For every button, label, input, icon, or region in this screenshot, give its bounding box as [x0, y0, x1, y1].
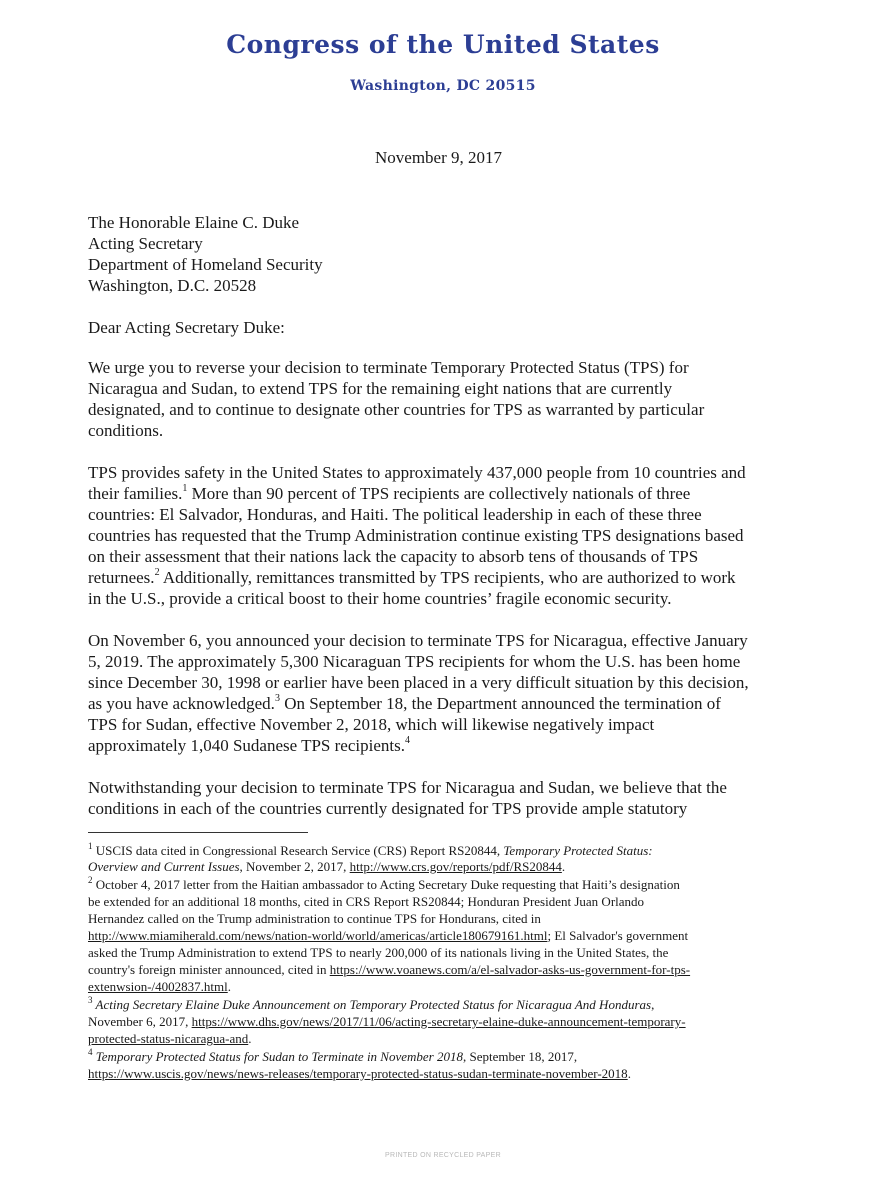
news-title: Temporary Protected Status for Sudan to Terminate in November 2018: [92, 1049, 463, 1064]
footnote-link[interactable]: https://www.uscis.gov/news/news-releases/temporary-protected-status-sudan-terminate-november-2018: [88, 1066, 628, 1081]
paragraph-3-line: 5, 2019. The approximately 5,300 Nicaraguan TPS recipients for whom the U.S. has been home: [88, 652, 741, 671]
text-fragment: ; El Salvador's government: [547, 928, 689, 943]
footnote-ref-2[interactable]: 2: [154, 567, 160, 579]
recipient-title: Acting Secretary: [88, 234, 203, 253]
paragraph-2-line: countries has requested that the Trump Administration continue existing TPS designations based: [88, 526, 744, 545]
footnote-2-line: Hernandez called on the Trump administration to continue TPS for Hondurans, cited in: [88, 911, 541, 926]
footnote-1-line: [88, 859, 565, 875]
footnote-ref-1[interactable]: 1: [182, 483, 188, 495]
footnote-1-line: [88, 840, 653, 859]
footnote-ref-3[interactable]: 3: [274, 693, 280, 705]
footnote-2-line: [88, 928, 688, 944]
footnote-link[interactable]: extenwsion-/4002837.html: [88, 979, 228, 994]
footnote-number: 3: [88, 994, 93, 1005]
footnote-3-line: [88, 1014, 686, 1030]
paragraph-3-line: [88, 736, 410, 756]
text-fragment: country's foreign minister announced, cited in: [88, 962, 330, 977]
paragraph-2-line: [88, 568, 736, 588]
footnote-link[interactable]: https://www.voanews.com/a/el-salvador-asks-us-government-for-tps-: [329, 962, 691, 977]
footnote-divider: [88, 832, 308, 833]
text-fragment: approximately 1,040 Sudanese TPS recipients.: [88, 736, 405, 755]
paragraph-4-line: Notwithstanding your decision to terminate TPS for Nicaragua and Sudan, we believe that the: [88, 778, 727, 797]
salutation: Dear Acting Secretary Duke:: [88, 318, 285, 337]
paragraph-1-line: designated, and to continue to designate other countries for TPS as warranted by particular: [88, 400, 705, 419]
paragraph-1-line: conditions.: [88, 421, 164, 440]
letterhead-address: Washington, DC 20515: [350, 78, 536, 94]
text-fragment: Additionally, remittances transmitted by TPS recipients, who are authorized to work: [159, 568, 736, 587]
paragraph-2-line: TPS provides safety in the United States to approximately 437,000 people from 10 countries and: [88, 463, 746, 482]
paragraph-3-line: On November 6, you announced your decision to terminate TPS for Nicaragua, effective January: [88, 631, 748, 650]
footnote-number: 2: [88, 874, 93, 885]
announcement-title: Acting Secretary Elaine Duke Announcement on Temporary Protected Status for Nicaragua And Honduras: [92, 997, 652, 1012]
text-fragment: , September 18, 2017,: [463, 1049, 578, 1064]
paragraph-2-line: countries: El Salvador, Honduras, and Haiti. The political leadership in each of these three: [88, 505, 702, 524]
paragraph-2-line: on their assessment that their nations lack the capacity to absorb tens of thousands of TPS: [88, 547, 699, 566]
text-fragment: as you have acknowledged.: [88, 694, 275, 713]
paragraph-2-line: [88, 484, 690, 504]
report-title: Overview and Current Issues: [88, 859, 240, 874]
text-fragment: October 4, 2017 letter from the Haitian ambassador to Acting Secretary Duke requesting that Haiti’s designation: [92, 877, 680, 892]
text-fragment: returnees.: [88, 568, 155, 587]
paragraph-3-line: [88, 694, 721, 714]
paragraph-1-line: Nicaragua and Sudan, to extend TPS for the remaining eight nations that are currently: [88, 379, 673, 398]
recipient-name: The Honorable Elaine C. Duke: [88, 213, 300, 232]
paragraph-4-line: conditions in each of the countries currently designated for TPS provide ample statutory: [88, 799, 688, 818]
footnote-link[interactable]: http://www.miamiherald.com/news/nation-world/world/americas/article180679161.html: [88, 928, 548, 943]
paragraph-3-line: since December 30, 1998 or earlier have been placed in a very difficult situation by this decision,: [88, 673, 749, 692]
recipient-department: Department of Homeland Security: [88, 255, 323, 274]
text-fragment: .: [561, 859, 566, 874]
footnote-link[interactable]: https://www.dhs.gov/news/2017/11/06/acting-secretary-elaine-duke-announcement-temporary-: [191, 1014, 686, 1029]
recipient-city: Washington, D.C. 20528: [88, 276, 257, 295]
text-fragment: ,: [651, 997, 655, 1012]
footnote-2-line: [88, 979, 231, 995]
footnote-4-line: [88, 1046, 578, 1065]
text-fragment: their families.: [88, 484, 183, 503]
footnote-4-line: [88, 1066, 631, 1082]
paragraph-1-line: We urge you to reverse your decision to terminate Temporary Protected Status (TPS) for: [88, 358, 689, 377]
paragraph-2-line: in the U.S., provide a critical boost to their home countries’ fragile economic security.: [88, 589, 672, 608]
footnote-2-line: [88, 962, 690, 978]
text-fragment: More than 90 percent of TPS recipients are collectively nationals of three: [187, 484, 691, 503]
footnote-3-line: [88, 1031, 252, 1047]
footnote-2-line: [88, 874, 680, 893]
footnote-ref-4[interactable]: 4: [404, 735, 410, 747]
footnote-link[interactable]: protected-status-nicaragua-and: [88, 1031, 249, 1046]
text-fragment: November 6, 2017,: [88, 1014, 192, 1029]
text-fragment: On September 18, the Department announced the termination of: [279, 694, 721, 713]
paragraph-3-line: TPS for Sudan, effective November 2, 2018, which will likewise negatively impact: [88, 715, 655, 734]
footnote-link[interactable]: http://www.crs.gov/reports/pdf/RS20844: [349, 859, 562, 874]
footnote-3-line: [88, 994, 655, 1013]
text-fragment: .: [227, 979, 231, 994]
footnote-number: 1: [88, 840, 93, 851]
footnote-2-line: asked the Trump Administration to extend TPS to nearly 200,000 of its nationals living in the United States, the: [88, 945, 669, 960]
footnote-2-line: be extended for an additional 18 months, cited in CRS Report RS20844; Honduran President Juan Orlando: [88, 894, 645, 909]
footnote-number: 4: [88, 1046, 93, 1057]
recycled-paper-notice: PRINTED ON RECYCLED PAPER: [385, 1152, 501, 1159]
text-fragment: , November 2, 2017,: [239, 859, 350, 874]
letter-date: November 9, 2017: [375, 148, 503, 167]
letterhead-title: Congress of the United States: [226, 30, 660, 59]
report-title: Temporary Protected Status:: [503, 843, 653, 858]
text-fragment: .: [248, 1031, 252, 1046]
text-fragment: USCIS data cited in Congressional Research Service (CRS) Report RS20844,: [92, 843, 504, 858]
text-fragment: .: [627, 1066, 631, 1081]
